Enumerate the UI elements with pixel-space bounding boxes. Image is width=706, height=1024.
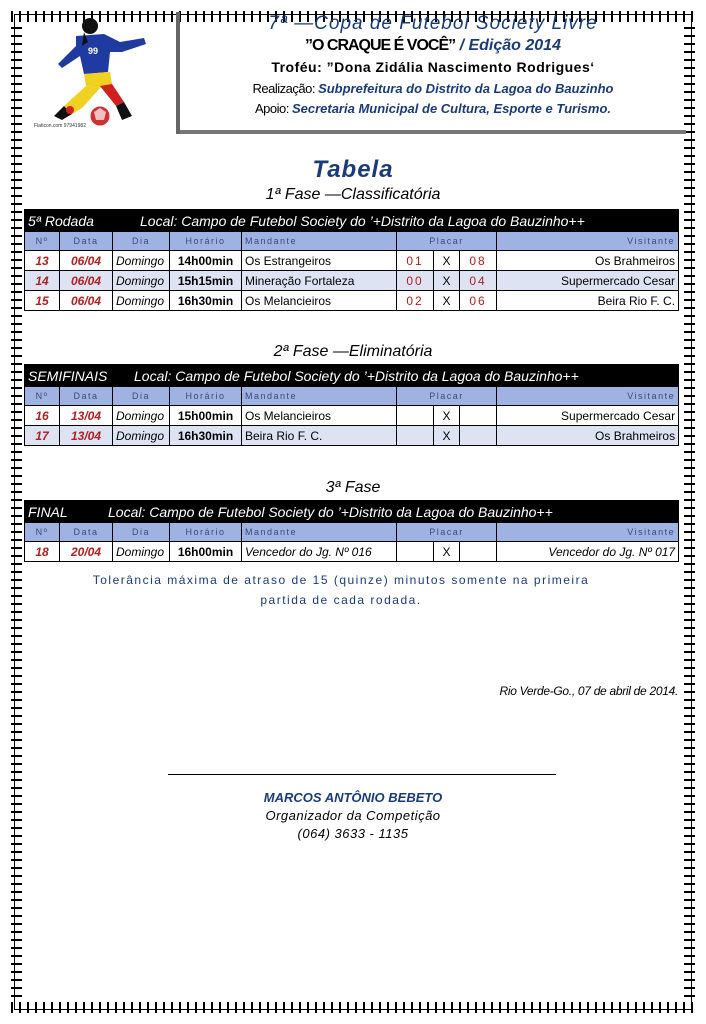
- col-home: Mandante: [242, 523, 397, 542]
- round-bar: [25, 365, 679, 387]
- realizacao-label: Realização:: [252, 81, 319, 96]
- place-and-date: Rio Verde-Go., 07 de abril de 2014.: [499, 684, 678, 698]
- col-num: Nº: [25, 523, 60, 542]
- match-day: Domingo: [113, 542, 170, 562]
- versus: X: [434, 542, 460, 562]
- apoio-label: Apoio:: [254, 101, 292, 116]
- versus: X: [434, 291, 460, 311]
- competition-edition: [180, 36, 686, 56]
- table-row: [25, 426, 679, 446]
- away-team: Os Brahmeiros: [497, 426, 679, 446]
- realizacao-line: [180, 79, 686, 99]
- match-number: 16: [25, 406, 60, 426]
- tolerance-note-line1: Tolerância máxima de atraso de 15 (quinze) minutos somente na primeira: [92, 573, 590, 587]
- signer-role: Organizador da Competição: [265, 808, 441, 823]
- competition-title: 7ª —Copa de Futebol Society Livre: [268, 13, 598, 34]
- realizacao-value: Subprefeitura do Distrito da Lagoa do Bauzinho: [318, 81, 614, 96]
- svg-text:99: 99: [88, 46, 99, 56]
- col-time: Horário: [170, 523, 242, 542]
- col-score: Placar: [397, 232, 497, 251]
- col-date: Data: [60, 523, 113, 542]
- match-date: 06/04: [60, 271, 113, 291]
- col-away: Visitante: [497, 387, 679, 406]
- versus: X: [434, 406, 460, 426]
- signature-block: [0, 789, 706, 843]
- round-bar: [25, 501, 679, 523]
- home-score: [397, 542, 434, 562]
- table-row: [25, 542, 679, 562]
- signer-name: MARCOS ANTÔNIO BEBETO: [263, 790, 443, 805]
- match-date: 13/04: [60, 406, 113, 426]
- match-day: Domingo: [113, 426, 170, 446]
- away-score: 06: [460, 291, 497, 311]
- round-label: 5ª Rodada: [28, 212, 94, 229]
- match-date: 13/04: [60, 426, 113, 446]
- phase3-table: [24, 500, 679, 562]
- phase1-table: [24, 209, 679, 311]
- col-num: Nº: [25, 387, 60, 406]
- match-time: 15h15min: [170, 271, 242, 291]
- home-team: Os Estrangeiros: [242, 251, 397, 271]
- signature-line: [168, 774, 556, 775]
- col-time: Horário: [170, 387, 242, 406]
- col-num: Nº: [25, 232, 60, 251]
- home-score: [397, 426, 434, 446]
- away-score: [460, 426, 497, 446]
- location-label: Local: Campo de Futebol Society do ’+Distrito da Lagoa do Bauzinho++: [140, 212, 585, 229]
- away-team: Beira Rio F. C.: [497, 291, 679, 311]
- table-row: [25, 271, 679, 291]
- match-date: 20/04: [60, 542, 113, 562]
- col-day: Dia: [113, 232, 170, 251]
- versus: X: [434, 251, 460, 271]
- versus: X: [434, 271, 460, 291]
- match-time: 16h00min: [170, 542, 242, 562]
- away-team: Supermercado Cesar: [497, 406, 679, 426]
- home-team: Mineração Fortaleza: [242, 271, 397, 291]
- col-score: Placar: [397, 387, 497, 406]
- match-number: 18: [25, 542, 60, 562]
- away-score: 08: [460, 251, 497, 271]
- soccer-player-logo: [24, 12, 174, 130]
- away-team: Supermercado Cesar: [497, 271, 679, 291]
- home-score: [397, 406, 434, 426]
- round-cell: [25, 210, 679, 232]
- round-cell: [25, 501, 679, 523]
- phase2-table: [24, 364, 679, 446]
- col-home: Mandante: [242, 232, 397, 251]
- col-away: Visitante: [497, 523, 679, 542]
- match-day: Domingo: [113, 251, 170, 271]
- col-away: Visitante: [497, 232, 679, 251]
- header-horizontal-bar: [180, 130, 686, 134]
- header-text: [180, 12, 686, 119]
- home-team: Vencedor do Jg. Nº 016: [242, 542, 397, 562]
- match-number: 14: [25, 271, 60, 291]
- home-team: Beira Rio F. C.: [242, 426, 397, 446]
- round-label: SEMIFINAIS: [28, 367, 108, 384]
- trophy-line: Troféu: ”Dona Zidália Nascimento Rodrigues‘: [271, 59, 595, 75]
- col-time: Horário: [170, 232, 242, 251]
- home-team: Os Melancieiros: [242, 291, 397, 311]
- away-team: Os Brahmeiros: [497, 251, 679, 271]
- round-label: FINAL: [28, 503, 68, 520]
- match-time: 14h00min: [170, 251, 242, 271]
- edition: / Edição 2014: [455, 37, 561, 54]
- match-number: 17: [25, 426, 60, 446]
- column-header-row: [25, 232, 679, 251]
- logo-caption: Flaticon.com 97941982: [34, 123, 86, 129]
- match-time: 16h30min: [170, 291, 242, 311]
- col-day: Dia: [113, 523, 170, 542]
- home-score: 02: [397, 291, 434, 311]
- home-score: 00: [397, 271, 434, 291]
- match-number: 15: [25, 291, 60, 311]
- match-day: Domingo: [113, 271, 170, 291]
- match-date: 06/04: [60, 291, 113, 311]
- away-score: [460, 542, 497, 562]
- phase3-heading: 3ª Fase: [325, 479, 381, 496]
- table-row: [25, 251, 679, 271]
- col-day: Dia: [113, 387, 170, 406]
- versus: X: [434, 426, 460, 446]
- col-date: Data: [60, 387, 113, 406]
- away-score: 04: [460, 271, 497, 291]
- column-header-row: [25, 387, 679, 406]
- match-time: 16h30min: [170, 426, 242, 446]
- match-day: Domingo: [113, 406, 170, 426]
- col-home: Mandante: [242, 387, 397, 406]
- col-score: Placar: [397, 523, 497, 542]
- home-score: 01: [397, 251, 434, 271]
- round-cell: [25, 365, 679, 387]
- column-header-row: [25, 523, 679, 542]
- phase1-heading: 1ª Fase —Classificatória: [265, 186, 441, 203]
- location-label: Local: Campo de Futebol Society do ’+Distrito da Lagoa do Bauzinho++: [134, 367, 579, 384]
- tolerance-note: [24, 570, 658, 610]
- home-team: Os Melancieiros: [242, 406, 397, 426]
- round-bar: [25, 210, 679, 232]
- apoio-line: [180, 99, 686, 119]
- table-row: [25, 291, 679, 311]
- table-row: [25, 406, 679, 426]
- slogan: ”O CRAQUE É VOCÊ”: [305, 37, 456, 54]
- match-day: Domingo: [113, 291, 170, 311]
- away-score: [460, 406, 497, 426]
- match-date: 06/04: [60, 251, 113, 271]
- page-title: Tabela: [312, 156, 394, 183]
- match-number: 13: [25, 251, 60, 271]
- phase2-heading: 2ª Fase —Eliminatória: [273, 343, 433, 360]
- away-team: Vencedor do Jg. Nº 017: [497, 542, 679, 562]
- tolerance-note-line2: partida de cada rodada.: [260, 593, 422, 607]
- header: [20, 12, 686, 132]
- apoio-value: Secretaria Municipal de Cultura, Esporte e Turismo.: [291, 101, 612, 116]
- location-label: Local: Campo de Futebol Society do ’+Distrito da Lagoa do Bauzinho++: [108, 503, 553, 520]
- match-time: 15h00min: [170, 406, 242, 426]
- col-date: Data: [60, 232, 113, 251]
- signer-phone: (064) 3633 - 1135: [297, 826, 409, 841]
